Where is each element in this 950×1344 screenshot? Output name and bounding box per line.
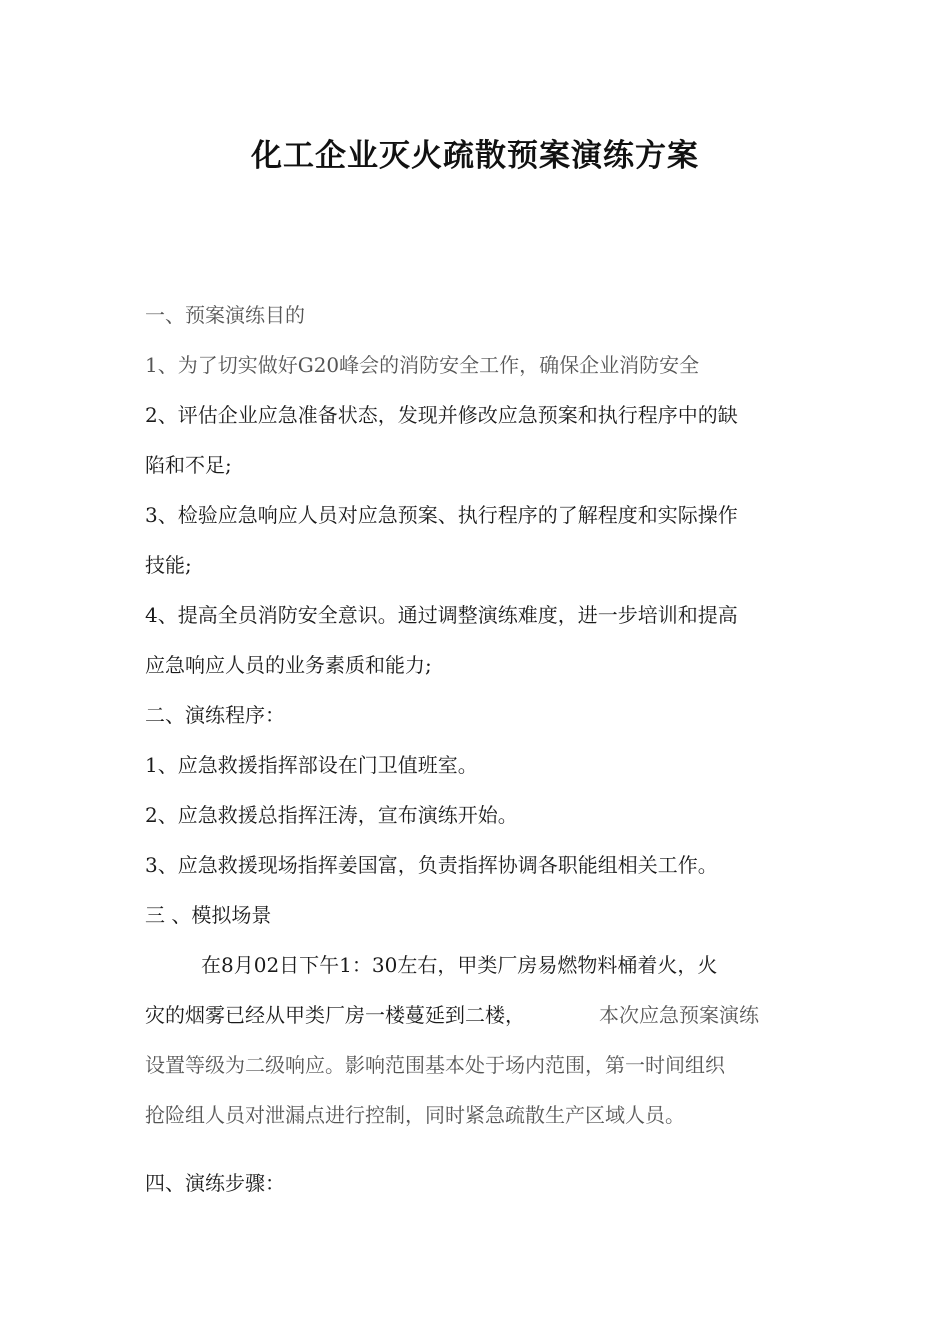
scenario-para-line-1: 在8月02日下午1：30左右，甲类厂房易燃物料桶着火，火 [201,953,718,977]
purpose-item-2-line-1: 2、评估企业应急准备状态，发现并修改应急预案和执行程序中的缺 [145,403,738,427]
purpose-item-1: 1、为了切实做好G20峰会的消防安全工作，确保企业消防安全 [145,353,700,377]
procedure-item-3: 3、应急救援现场指挥姜国富，负责指挥协调各职能组相关工作。 [145,853,718,877]
document-title: 化工企业灭火疏散预案演练方案 [251,138,699,174]
scenario-para-line-4: 抢险组人员对泄漏点进行控制，同时紧急疏散生产区域人员。 [145,1103,685,1127]
purpose-item-2-line-2: 陷和不足; [145,453,232,477]
document-body [145,290,810,1140]
purpose-item-4-line-2: 应急响应人员的业务素质和能力; [145,653,432,677]
scenario-para-line-3: 设置等级为二级响应。影响范围基本处于场内范围，第一时间组织 [145,1053,725,1077]
procedure-item-1: 1、应急救援指挥部设在门卫值班室。 [145,753,478,777]
purpose-item-3-line-1: 3、检验应急响应人员对应急预案、执行程序的了解程度和实际操作 [145,503,738,527]
section-heading-purpose: 一、预案演练目的 [145,303,305,327]
section-heading-procedure: 二、演练程序： [145,703,285,727]
section-heading-scenario: 三 、模拟场景 [145,903,272,927]
scenario-para-line-2a: 灾的烟雾已经从甲类厂房一楼蔓延到二楼， [145,1003,525,1027]
scenario-para-line-2 [145,990,810,1040]
scenario-para-line-2b: 本次应急预案演练 [599,1003,759,1027]
purpose-item-4-line-1: 4、提高全员消防安全意识。通过调整演练难度，进一步培训和提高 [145,603,738,627]
purpose-item-3-line-2: 技能; [145,553,192,577]
document-body-continued [145,1158,810,1208]
procedure-item-2: 2、应急救援总指挥汪涛，宣布演练开始。 [145,803,518,827]
section-heading-steps: 四、演练步骤： [145,1171,285,1195]
